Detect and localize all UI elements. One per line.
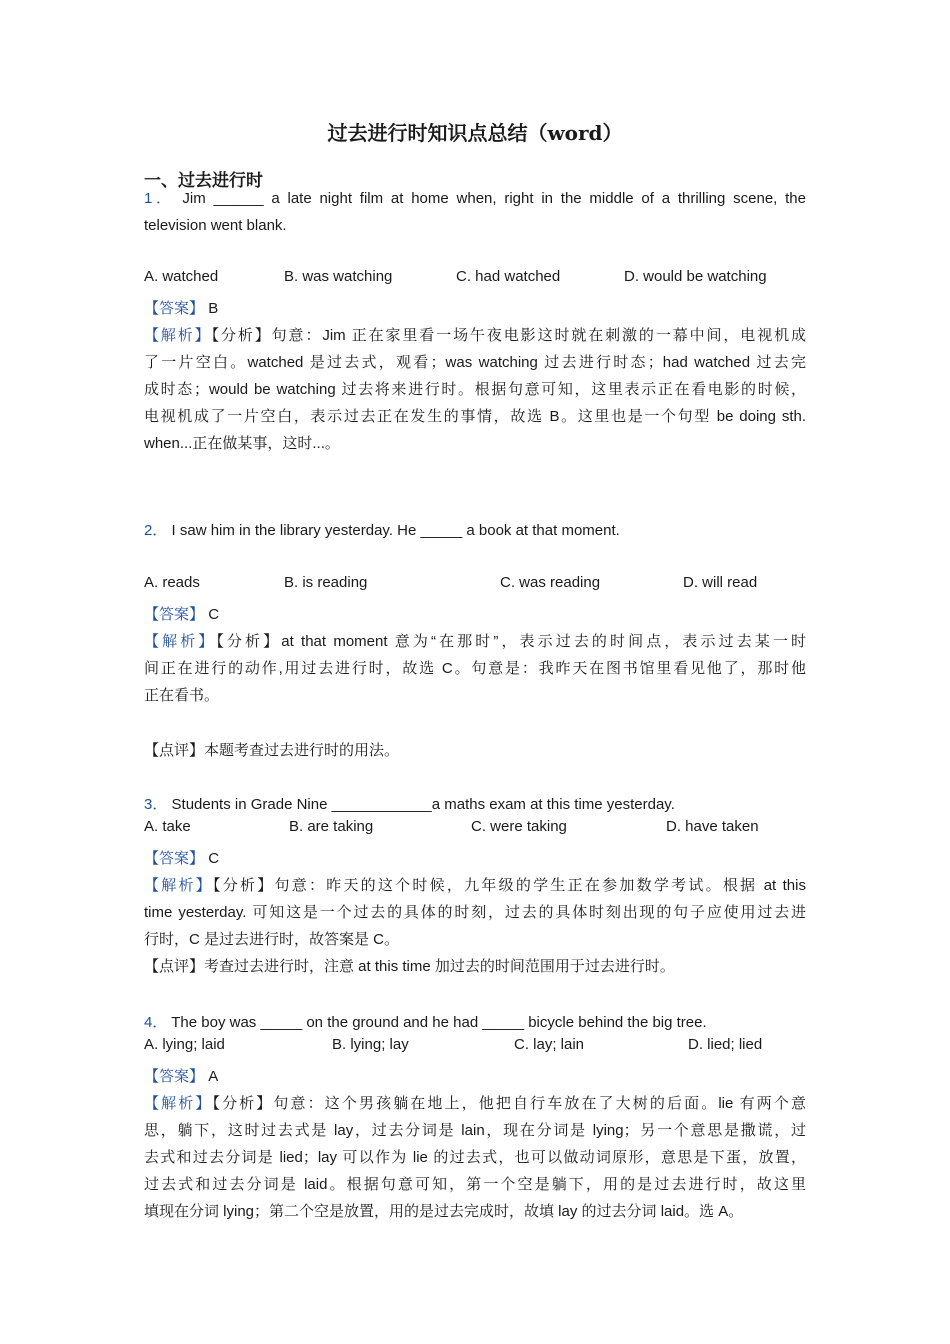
- q2-analysis-tag: 【解析】: [144, 633, 217, 650]
- q4-stem: [144, 1009, 806, 1036]
- q4-answer: [144, 1063, 806, 1090]
- q1-analysis-line2: 了一片空白。watched 是过去式，观看；was watching 过去进行时态；had watched 过去完: [144, 354, 806, 371]
- q1-analysis-line4: 电视机成了一片空白，表示过去正在发生的事情，故选 B。这里也是一个句型 be doing sth.: [144, 408, 806, 425]
- q4-option-d: D. lied; lied: [688, 1036, 763, 1053]
- q4-option-c: C. lay; lain: [514, 1036, 585, 1053]
- q2-analysis-line2: 间正在进行的动作,用过去进行时，故选 C。句意是：我昨天在图书馆里看见他了，那时他: [144, 660, 806, 677]
- q4-option-b: B. lying; lay: [332, 1036, 409, 1053]
- q3-analysis-text-1: 【分析】句意：昨天的这个时候，九年级的学生正在参加数学考试。根据 at this: [212, 877, 806, 894]
- q3-analysis-line3: 行时，C 是过去进行时，故答案是 C。: [144, 931, 400, 948]
- q3-answer-tag: 【答案】: [144, 850, 205, 867]
- q2-option-a: A. reads: [144, 574, 200, 591]
- q3-analysis-tag: 【解析】: [144, 877, 213, 894]
- q2-answer-tag: 【答案】: [144, 606, 205, 623]
- q3-answer: [144, 845, 806, 872]
- q1-answer-value: B: [208, 300, 219, 317]
- q3-option-c: C. were taking: [471, 818, 567, 835]
- q4-answer-value: A: [208, 1068, 219, 1085]
- q4-analysis-line4: 过去式和过去分词是 laid。根据句意可知，第一个空是躺下，用的是过去进行时，故这里: [144, 1176, 806, 1193]
- q3-analysis-line1: [144, 872, 806, 899]
- q2-number: 2．: [144, 522, 168, 539]
- q3-stem-text: Students in Grade Nine ____________a maths exam at this time yesterday.: [171, 796, 675, 813]
- q3-stem: [144, 791, 806, 818]
- q1-option-a: A. watched: [144, 268, 219, 285]
- q4-answer-tag: 【答案】: [144, 1068, 205, 1085]
- q2-option-b: B. is reading: [284, 574, 368, 591]
- q3-answer-value: C: [208, 850, 220, 867]
- q1-number: 1．: [144, 190, 175, 207]
- q2-stem-text: I saw him in the library yesterday. He _____ a book at that moment.: [171, 522, 620, 539]
- q2-option-c: C. was reading: [500, 574, 601, 591]
- q4-analysis-text-1: 【分析】句意：这个男孩躺在地上，他把自行车放在了大树的后面。lie 有两个意: [212, 1095, 806, 1112]
- document-title: 过去进行时知识点总结（word）: [327, 121, 623, 145]
- q2-answer-value: C: [208, 606, 220, 623]
- q3-number: 3．: [144, 796, 168, 813]
- q4-option-a: A. lying; laid: [144, 1036, 225, 1053]
- q1-stem-line1: [144, 185, 806, 212]
- q1-stem-text: Jim ______ a late night film at home when, right in the middle of a thrilling scene, the: [182, 190, 806, 207]
- q2-analysis-line3: 正在看书。: [144, 687, 220, 704]
- q2-analysis-text-1: 【分析】at that moment 意为“在那时”，表示过去的时间点，表示过去某一时: [216, 633, 806, 650]
- q3-option-a: A. take: [144, 818, 191, 835]
- q3-analysis-line2: time yesterday. 可知这是一个过去的具体的时刻，过去的具体时刻出现的句子应使用过去进: [144, 904, 806, 921]
- q1-answer: [144, 295, 806, 322]
- q4-number: 4．: [144, 1014, 168, 1031]
- q3-option-d: D. have taken: [666, 818, 759, 835]
- q2-comment: 【点评】本题考查过去进行时的用法。: [144, 742, 400, 759]
- q2-stem: [144, 517, 806, 544]
- q2-option-d: D. will read: [683, 574, 758, 591]
- q1-analysis-tag: 【解析】: [144, 327, 212, 344]
- q2-answer: [144, 601, 806, 628]
- q4-analysis-line3: 去式和过去分词是 lied；lay 可以作为 lie 的过去式，也可以做动词原形，意思是下蛋，放置，: [144, 1149, 806, 1166]
- q3-option-b: B. are taking: [289, 818, 374, 835]
- q1-option-d: D. would be watching: [624, 268, 767, 285]
- q1-option-c: C. had watched: [456, 268, 561, 285]
- q1-analysis-line3: 成时态；would be watching 过去将来进行时。根据句意可知，这里表示正在看电影的时候，: [144, 381, 806, 398]
- q3-comment: 【点评】考查过去进行时，注意 at this time 加过去的时间范围用于过去进行时。: [144, 958, 675, 975]
- q2-analysis-line1: [144, 628, 806, 655]
- q1-option-b: B. was watching: [284, 268, 393, 285]
- q4-stem-text: The boy was _____ on the ground and he had _____ bicycle behind the big tree.: [171, 1014, 707, 1031]
- q4-analysis-line1: [144, 1090, 806, 1117]
- q4-analysis-tag: 【解析】: [144, 1095, 213, 1112]
- section-heading: 一、过去进行时: [144, 171, 263, 191]
- q1-analysis-text-1: 【分析】句意：Jim 正在家里看一场午夜电影这时就在刺激的一幕中间，电视机成: [211, 327, 806, 344]
- q4-analysis-line2: 思，躺下，这时过去式是 lay，过去分词是 lain，现在分词是 lying；另一个意思是撒谎，过: [144, 1122, 806, 1139]
- q1-analysis-line5: when...正在做某事，这时...。: [144, 435, 340, 452]
- q4-analysis-line5: 填现在分词 lying；第二个空是放置，用的是过去完成时，故填 lay 的过去分词 laid。选 A。: [144, 1203, 744, 1220]
- q1-stem-line2: television went blank.: [144, 217, 287, 234]
- q1-analysis-line1: [144, 322, 806, 349]
- q1-answer-tag: 【答案】: [144, 300, 205, 317]
